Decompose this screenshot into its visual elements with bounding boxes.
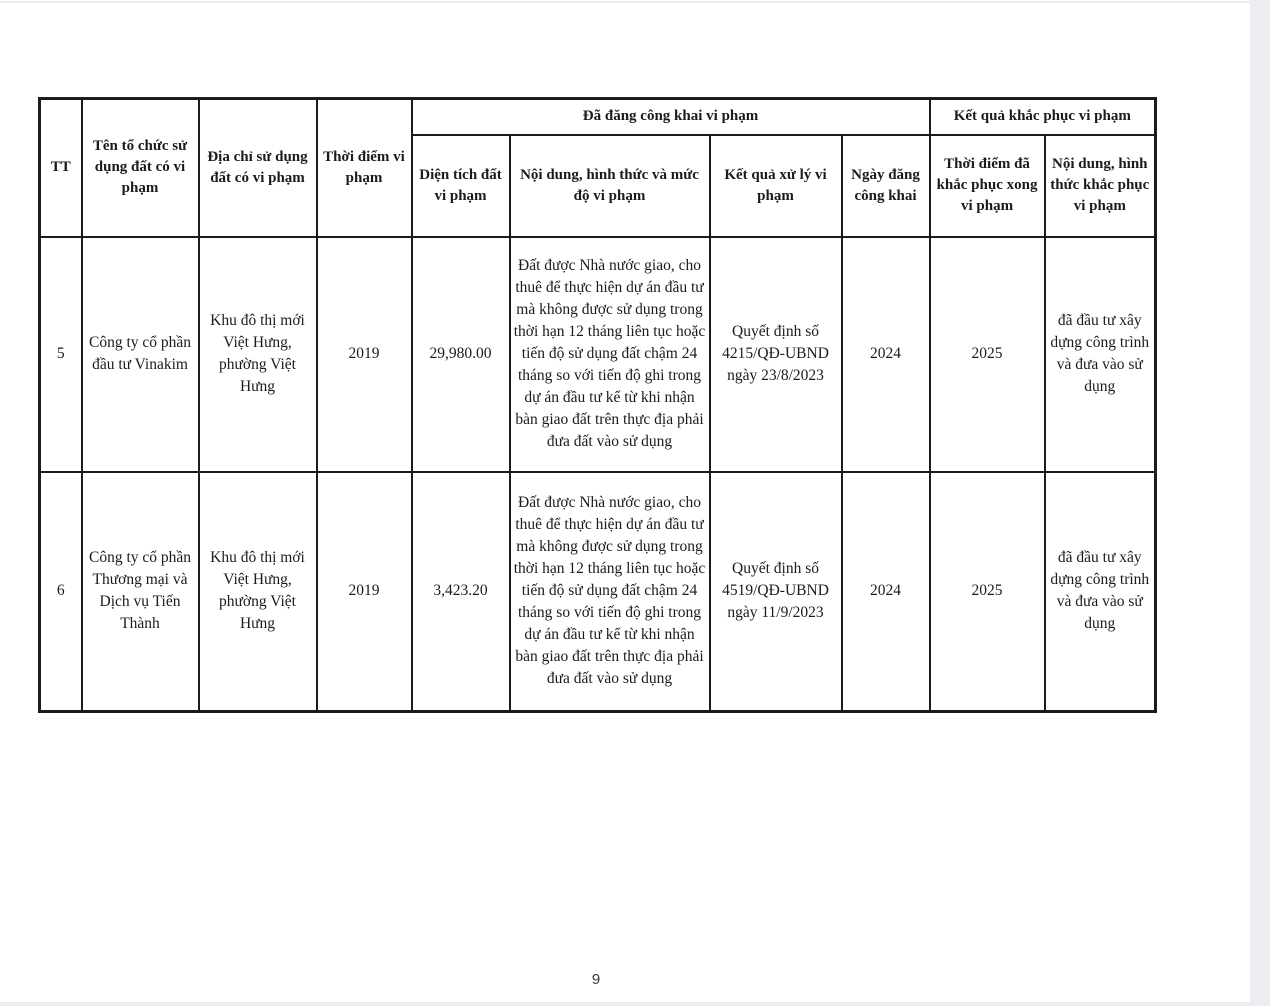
cell-remediation-content: đã đầu tư xây dựng công trình và đưa vào sử dụng [1045, 472, 1156, 712]
cell-violation-time: 2019 [317, 237, 412, 472]
cell-area: 29,980.00 [412, 237, 510, 472]
cell-content: Đất được Nhà nước giao, cho thuê để thực hiện dự án đầu tư mà không được sử dụng trong thời hạn 12 tháng liên tục hoặc tiến độ sử dụng đất chậm 24 tháng so với tiến độ ghi trong dự án đầu tư kể từ khi nhận bàn giao đất trên thực địa phải đưa đất vào sử dụng [510, 472, 710, 712]
cell-handling-result: Quyết định số 4215/QĐ-UBND ngày 23/8/2023 [710, 237, 842, 472]
cell-area: 3,423.20 [412, 472, 510, 712]
col-header-org: Tên tổ chức sử dụng đất có vi phạm [82, 99, 199, 237]
col-header-handling-result: Kết quả xử lý vi phạm [710, 135, 842, 237]
header-group-row [40, 99, 1156, 135]
group-header-remediation: Kết quả khắc phục vi phạm [930, 99, 1156, 135]
table-row [40, 237, 1156, 472]
col-header-violation-time: Thời điểm vi phạm [317, 99, 412, 237]
cell-content: Đất được Nhà nước giao, cho thuê để thực hiện dự án đầu tư mà không được sử dụng trong thời hạn 12 tháng liên tục hoặc tiến độ sử dụng đất chậm 24 tháng so với tiến độ ghi trong dự án đầu tư kể từ khi nhận bàn giao đất trên thực địa phải đưa đất vào sử dụng [510, 237, 710, 472]
col-header-content: Nội dung, hình thức và mức độ vi phạm [510, 135, 710, 237]
cell-tt: 6 [40, 472, 82, 712]
page-seam-line [0, 1, 1270, 3]
cell-violation-time: 2019 [317, 472, 412, 712]
col-header-remediation-time: Thời điểm đã khắc phục xong vi phạm [930, 135, 1045, 237]
col-header-address: Địa chỉ sử dụng đất có vi phạm [199, 99, 317, 237]
viewer-gutter-right [1250, 0, 1270, 1006]
col-header-tt: TT [40, 99, 82, 237]
table-row [40, 472, 1156, 712]
cell-address: Khu đô thị mới Việt Hưng, phường Việt Hưng [199, 237, 317, 472]
cell-remediation-time: 2025 [930, 237, 1045, 472]
cell-publish-date: 2024 [842, 472, 930, 712]
cell-remediation-content: đã đầu tư xây dựng công trình và đưa vào sử dụng [1045, 237, 1156, 472]
page-number: 9 [591, 971, 601, 988]
violations-table [38, 97, 1157, 713]
cell-tt: 5 [40, 237, 82, 472]
viewer-gutter-bottom [0, 1002, 1250, 1006]
cell-address: Khu đô thị mới Việt Hưng, phường Việt Hưng [199, 472, 317, 712]
cell-remediation-time: 2025 [930, 472, 1045, 712]
cell-org: Công ty cổ phần Thương mại và Dịch vụ Tiến Thành [82, 472, 199, 712]
col-header-remediation-content: Nội dung, hình thức khắc phục vi phạm [1045, 135, 1156, 237]
group-header-published: Đã đăng công khai vi phạm [412, 99, 930, 135]
cell-org: Công ty cổ phần đầu tư Vinakim [82, 237, 199, 472]
cell-handling-result: Quyết định số 4519/QĐ-UBND ngày 11/9/2023 [710, 472, 842, 712]
col-header-publish-date: Ngày đăng công khai [842, 135, 930, 237]
cell-publish-date: 2024 [842, 237, 930, 472]
col-header-area: Diện tích đất vi phạm [412, 135, 510, 237]
